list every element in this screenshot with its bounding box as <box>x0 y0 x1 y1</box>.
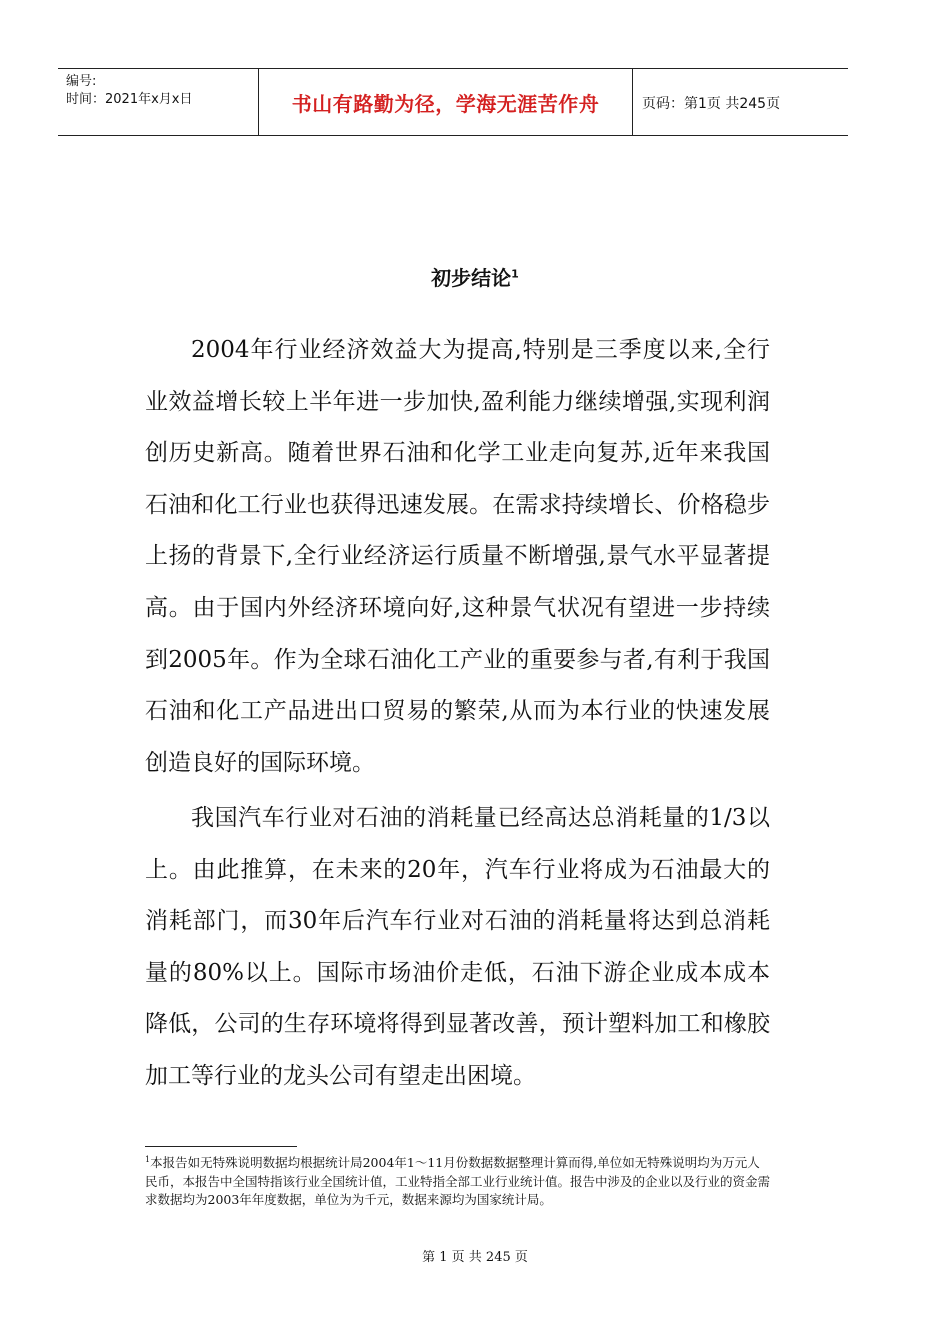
document-header <box>58 68 848 136</box>
page-title-text: 初步结论 <box>431 266 512 290</box>
body-paragraph-2: 我国汽车行业对石油的消耗量已经高达总消耗量的1/3以上。由此推算，在未来的20年，汽车行业将成为石油最大的消耗部门，而30年后汽车行业对石油的消耗量将达到总消耗量的80%以上。国际市场油价走低，石油下游企业成本成本降低，公司的生存环境将得到显著改善，预计塑料加工和橡胶加工等行业的龙头公司有望走出困境。 <box>145 805 770 1089</box>
header-motto: 书山有路勤为径，学海无涯苦作舟 <box>291 91 600 116</box>
footnote-mark: 1 <box>145 1155 151 1164</box>
page-footer: 第 1 页 共 245 页 <box>422 1250 528 1265</box>
body-paragraph-1: 2004年行业经济效益大为提高,特别是三季度以来,全行业效益增长较上半年进一步加快,盈利能力继续增强,实现利润创历史新高。随着世界石油和化学工业走向复苏,近年来我国石油和化工行业也获得迅速发展。在需求持续增长、价格稳步上扬的背景下,全行业经济运行质量不断增强,景气水平显著提高。由于国内外经济环境向好,这种景气状况有望进一步持续到2005年。作为全球石油化工产业的重要参与者,有利于我国石油和化工产品进出口贸易的繁荣,从而为本行业的快速发展创造良好的国际环境。 <box>145 337 770 776</box>
footnote <box>145 1151 770 1210</box>
title-footnote-mark: 1 <box>511 267 519 281</box>
page-title <box>0 262 950 291</box>
header-page-info: 页码：第1页 共245页 <box>642 96 781 112</box>
header-meta <box>66 73 192 109</box>
header-number-label: 编号: <box>66 74 97 89</box>
header-divider-right <box>632 69 633 135</box>
footnote-separator <box>145 1146 297 1147</box>
footnote-text: 本报告如无特殊说明数据均根据统计局2004年1～11月份数据数据整理计算而得,单位如无特殊说明均为万元人民币，本报告中全国特指该行业全国统计值，工业特指全部工业行业统计值。报告中涉及的企业以及行业的资金需求数据均为2003年年度数据，单位为为千元，数据来源均为国家统计局。 <box>145 1155 771 1208</box>
header-time-label: 时间：2021年x月x日 <box>66 92 193 107</box>
